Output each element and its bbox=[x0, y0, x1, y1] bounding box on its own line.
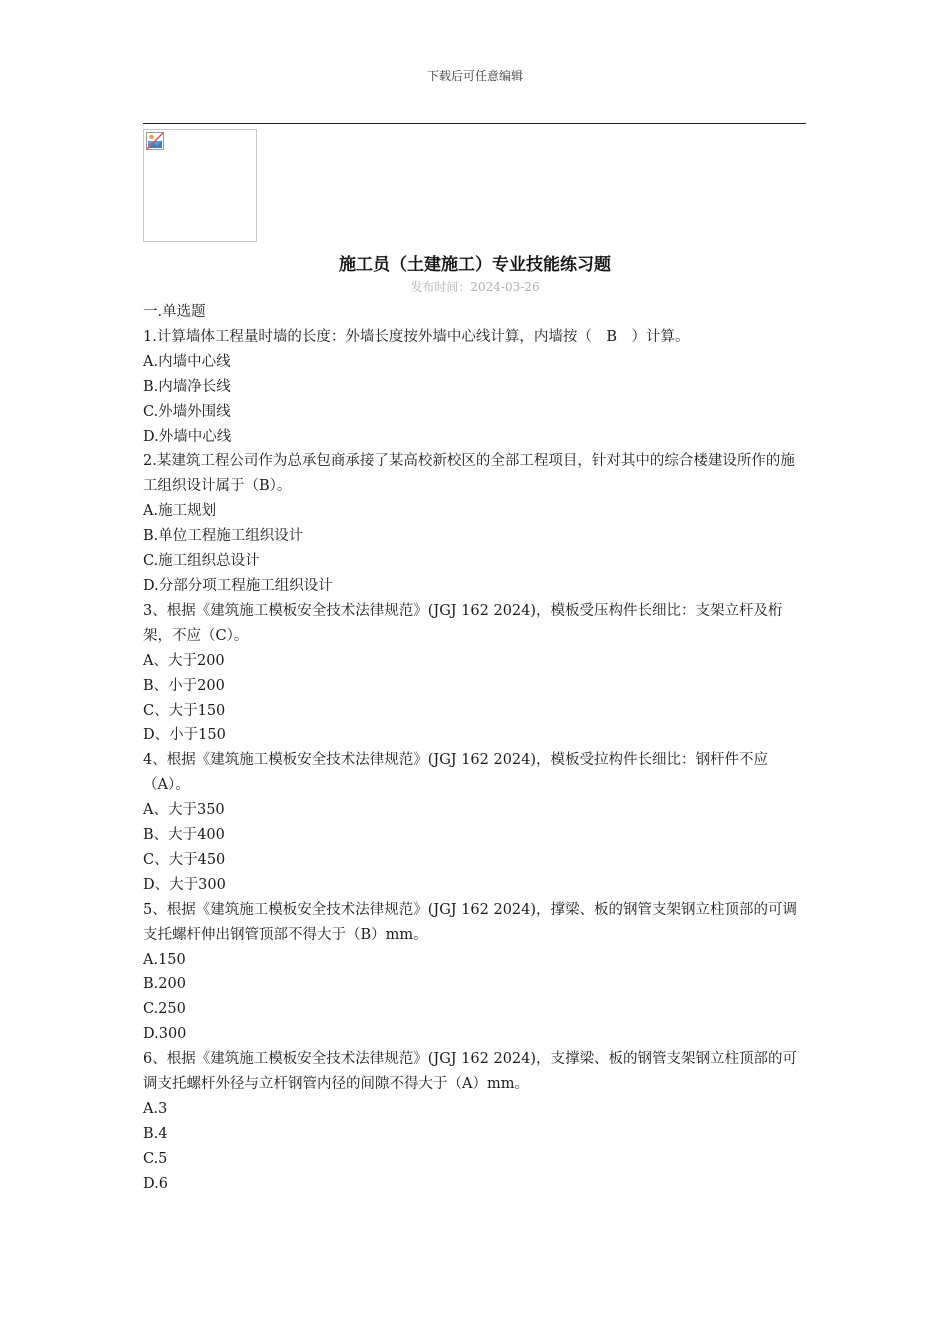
section-heading: 一.单选题 bbox=[143, 304, 206, 320]
question-stem: 2.某建筑工程公司作为总承包商承接了某高校新校区的全部工程项目，针对其中的综合楼建设所作的施工组织设计属于（B）。 bbox=[143, 453, 795, 495]
option: A.150 bbox=[143, 951, 186, 968]
question-stem: 4、根据《建筑施工模板安全技术法律规范》(JGJ 162 2024)，模板受拉构件长细比：钢杆件不应（A）。 bbox=[143, 752, 769, 794]
option: C、大于450 bbox=[143, 851, 226, 868]
header-note: 下载后可任意编辑 bbox=[426, 69, 523, 83]
option: C.250 bbox=[143, 1001, 186, 1018]
question bbox=[143, 898, 809, 1047]
option: B.内墙净长线 bbox=[143, 378, 231, 395]
option: A.施工规划 bbox=[143, 503, 217, 520]
option: C.5 bbox=[143, 1150, 168, 1167]
option: D.300 bbox=[143, 1026, 187, 1043]
option: D、大于300 bbox=[143, 876, 226, 893]
question bbox=[143, 325, 809, 450]
header-divider bbox=[143, 123, 806, 124]
option: A、大于200 bbox=[143, 652, 225, 669]
option: B.4 bbox=[143, 1125, 168, 1142]
option: A.3 bbox=[143, 1101, 168, 1117]
option: C.施工组织总设计 bbox=[143, 553, 260, 570]
option: B、小于200 bbox=[143, 677, 225, 694]
option: A.内墙中心线 bbox=[143, 353, 231, 370]
question-stem: 6、根据《建筑施工模板安全技术法律规范》(JGJ 162 2024)，支撑梁、板的钢管支架钢立柱顶部的可调支托螺杆外径与立杆钢管内径的间隙不得大于（A）mm。 bbox=[143, 1051, 798, 1093]
option: D、小于150 bbox=[143, 727, 226, 744]
question bbox=[143, 599, 809, 748]
option: C.外墙外围线 bbox=[143, 403, 231, 420]
option: C、大于150 bbox=[143, 702, 226, 719]
question-stem: 3、根据《建筑施工模板安全技术法律规范》(JGJ 162 2024)，模板受压构件长细比：支架立杆及桁架，不应（C）。 bbox=[143, 602, 783, 644]
publish-date: 发布时间：2024-03-26 bbox=[410, 280, 540, 294]
document-title: 施工员（土建施工）专业技能练习题 bbox=[339, 255, 611, 275]
option: D.6 bbox=[143, 1175, 168, 1192]
option: D.分部分项工程施工组织设计 bbox=[143, 577, 333, 594]
question-stem: 1.计算墙体工程量时墙的长度：外墙长度按外墙中心线计算，内墙按（ B ）计算。 bbox=[143, 328, 690, 345]
option: D.外墙中心线 bbox=[143, 428, 232, 445]
question-stem: 5、根据《建筑施工模板安全技术法律规范》(JGJ 162 2024)，撑梁、板的钢管支架钢立柱顶部的可调支托螺杆伸出钢管顶部不得大于（B）mm。 bbox=[143, 901, 798, 943]
option: A、大于350 bbox=[143, 802, 225, 819]
option: B.单位工程施工组织设计 bbox=[143, 528, 304, 545]
option: B、大于400 bbox=[143, 827, 225, 844]
question bbox=[143, 449, 809, 598]
option: B.200 bbox=[143, 976, 186, 993]
question bbox=[143, 1047, 809, 1196]
broken-image-icon bbox=[146, 132, 164, 150]
question bbox=[143, 748, 809, 897]
image-placeholder bbox=[143, 129, 257, 242]
question-list bbox=[143, 300, 809, 1197]
